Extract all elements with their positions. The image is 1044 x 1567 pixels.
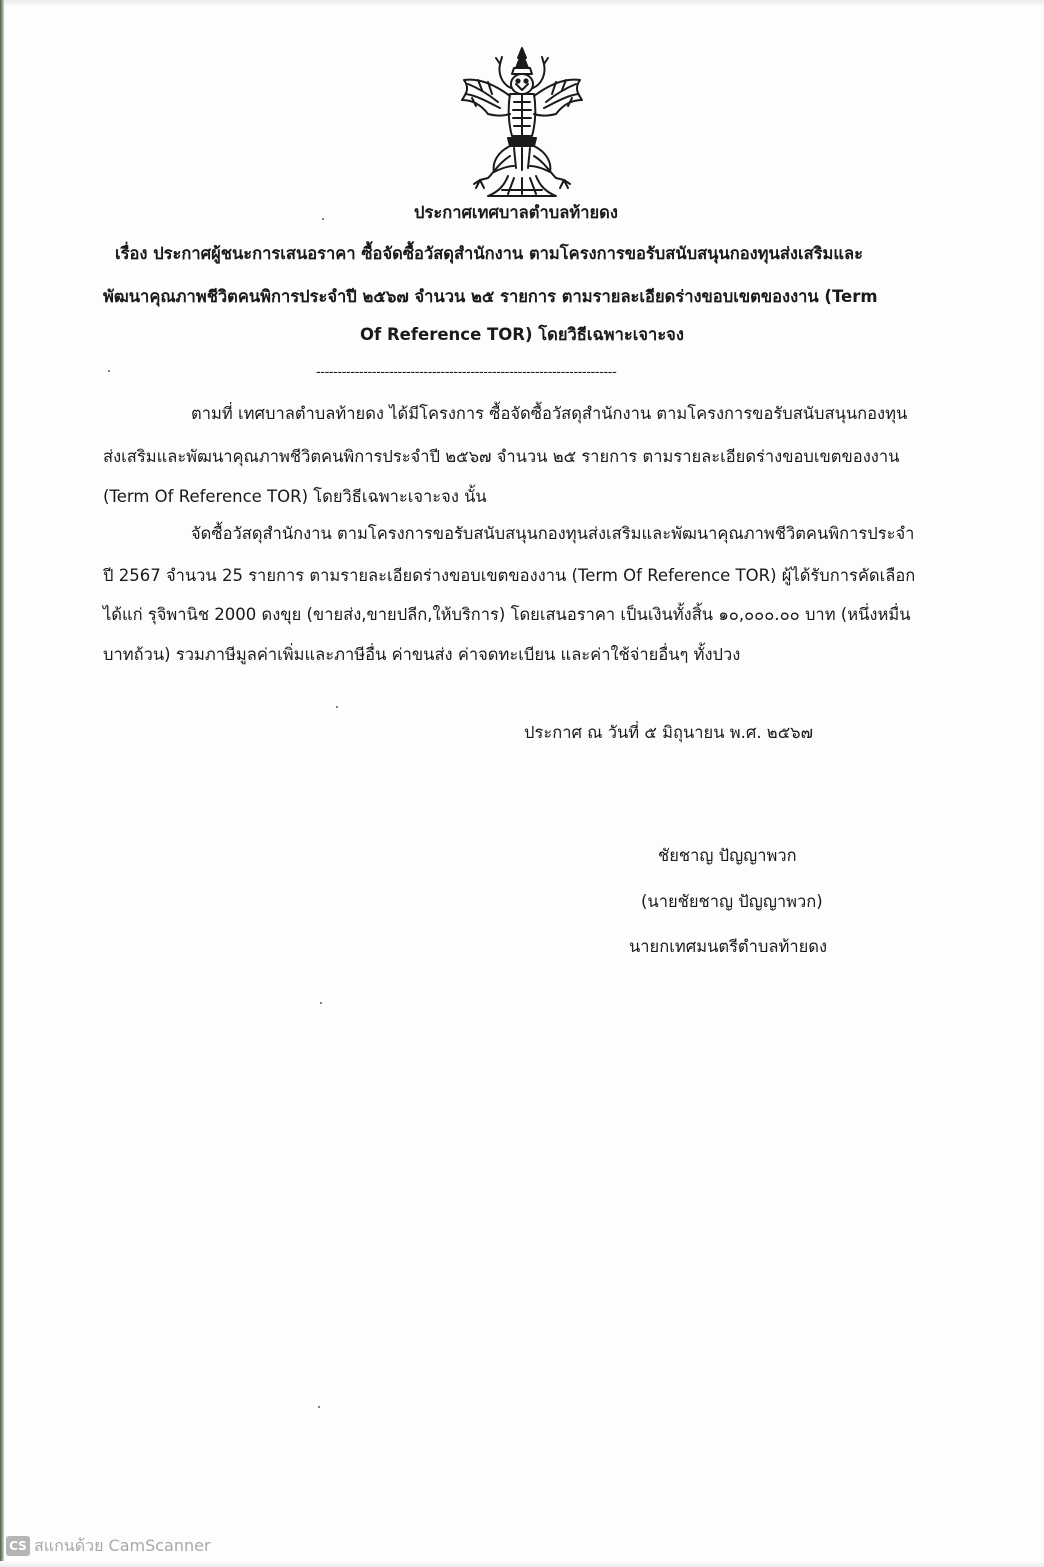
subject-line-3: Of Reference TOR) โดยวิธีเฉพาะเจาะจง — [360, 325, 684, 344]
subject-line-2: พัฒนาคุณภาพชีวิตคนพิการประจำปี ๒๕๖๗ จำนวน ๒๕ รายการ ตามรายละเอียดร่างขอบเขตของงาน (Term — [103, 287, 878, 306]
scan-edge-top — [0, 0, 1044, 6]
subject-line-1: เรื่อง ประกาศผู้ชนะการเสนอราคา ซื้อจัดซื้อวัสดุสำนักงาน ตามโครงการขอรับสนับสนุนกองทุนส่งเสริมและ — [115, 244, 864, 263]
announce-date: ประกาศ ณ วันที่ ๕ มิถุนายน พ.ศ. ๒๕๖๗ — [524, 723, 814, 742]
printed-name: (นายชัยชาญ ปัญญาพวก) — [641, 892, 823, 911]
paragraph-2-line-1: จัดซื้อวัสดุสำนักงาน ตามโครงการขอรับสนับสนุนกองทุนส่งเสริมและพัฒนาคุณภาพชีวิตคนพิการประจำ — [191, 524, 915, 543]
signer-position: นายกเทศมนตรีตำบลท้ายดง — [629, 937, 828, 956]
document-title: ประกาศเทศบาลตำบลท้ายดง — [414, 203, 618, 222]
paragraph-2-line-4: บาทถ้วน) รวมภาษีมูลค่าเพิ่มและภาษีอื่น ค่าขนส่ง ค่าจดทะเบียน และค่าใช้จ่ายอื่นๆ ทั้งปวง — [103, 645, 741, 664]
camscanner-logo: CS — [6, 1536, 30, 1556]
scan-edge-bottom — [0, 1561, 1044, 1567]
scan-speck — [108, 370, 110, 372]
scan-speck — [322, 218, 324, 220]
garuda-emblem-icon — [458, 44, 586, 200]
paragraph-1-line-3: (Term Of Reference TOR) โดยวิธีเฉพาะเจาะจง นั้น — [103, 487, 487, 506]
divider-line: ---------------------------------------------------------------------- — [316, 365, 617, 380]
camscanner-watermark: สแกนด้วย CamScanner — [34, 1536, 211, 1555]
paragraph-1-line-1: ตามที่ เทศบาลตำบลท้ายดง ได้มีโครงการ ซื้อจัดซื้อวัสดุสำนักงาน ตามโครงการขอรับสนับสนุนกองทุน — [191, 404, 908, 423]
scan-speck — [336, 706, 338, 708]
paragraph-2-line-3: ได้แก่ รุจิพานิช 2000 ดงขุย (ขายส่ง,ขายปลีก,ให้บริการ) โดยเสนอราคา เป็นเงินทั้งสิ้น ๑๐,๐๐๐.๐๐ บาท (หนึ่งหมื่น — [103, 605, 911, 624]
signed-name: ชัยชาญ ปัญญาพวก — [658, 846, 797, 865]
paragraph-1-line-2: ส่งเสริมและพัฒนาคุณภาพชีวิตคนพิการประจำปี ๒๕๖๗ จำนวน ๒๕ รายการ ตามรายละเอียดร่างขอบเขตของงาน — [103, 447, 900, 466]
scan-edge-left — [0, 0, 4, 1567]
paragraph-2-line-2: ปี 2567 จำนวน 25 รายการ ตามรายละเอียดร่างขอบเขตของงาน (Term Of Reference TOR) ผู้ได้รับการคัดเลือก — [103, 566, 916, 585]
scan-speck — [320, 1002, 322, 1004]
scan-speck — [318, 1406, 320, 1408]
